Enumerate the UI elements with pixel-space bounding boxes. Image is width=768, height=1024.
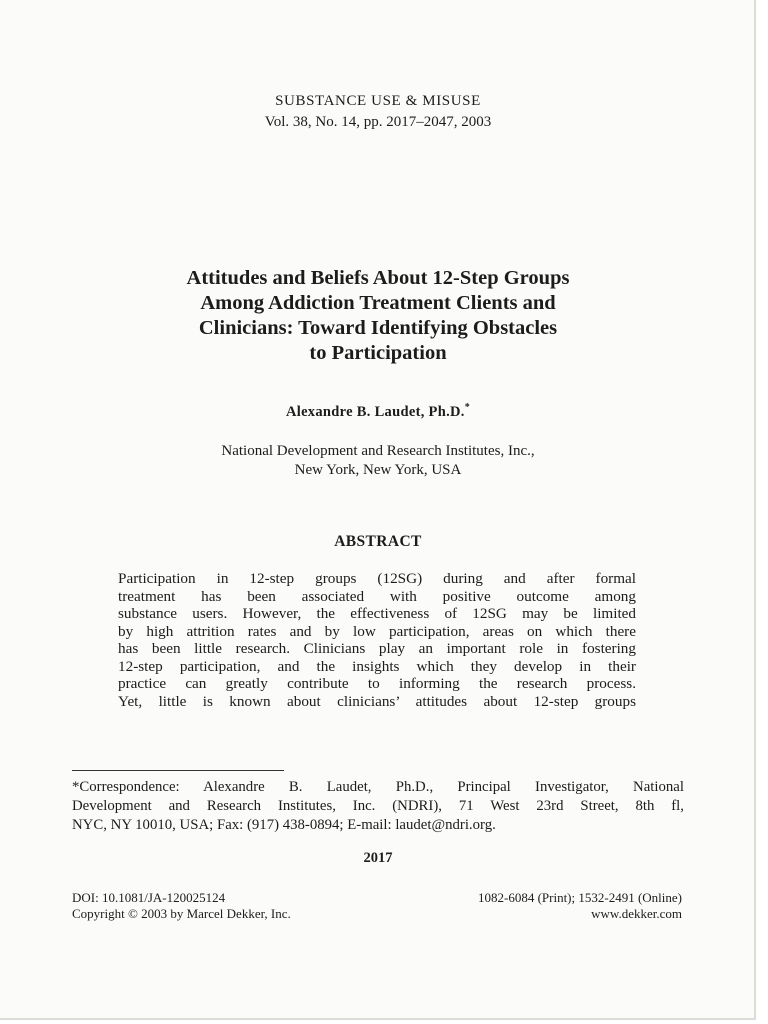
article-title	[88, 266, 668, 366]
footnote-divider	[72, 770, 284, 771]
doi: DOI: 10.1081/JA-120025124	[72, 890, 226, 905]
abstract-line: by high attrition rates and by low participation, areas on which there	[118, 622, 636, 640]
title-line: to Participation	[309, 342, 447, 364]
publisher-website: www.dekker.com	[591, 906, 682, 921]
issn: 1082-6084 (Print); 1532-2491 (Online)	[477, 890, 682, 905]
author-line	[0, 402, 756, 421]
abstract-line: has been little research. Clinicians play an important role in fostering	[118, 640, 636, 657]
title-line: Attitudes and Beliefs About 12-Step Groups	[186, 267, 570, 289]
abstract-body	[118, 570, 636, 710]
author-name: Alexandre B. Laudet, Ph.D.	[285, 403, 465, 420]
issn-block	[478, 890, 682, 922]
affiliation	[0, 442, 756, 480]
footnote-line: Development and Research Institutes, Inc. (NDRI), 71 West 23rd Street, 8th fl,	[72, 798, 684, 814]
journal-name: SUBSTANCE USE & MISUSE	[275, 93, 481, 109]
author-footnote-mark: *	[464, 402, 471, 413]
journal-volume-line: Vol. 38, No. 14, pp. 2017–2047, 2003	[264, 114, 492, 130]
copyright: Copyright © 2003 by Marcel Dekker, Inc.	[72, 906, 291, 921]
abstract-line: practice can greatly contribute to informing the research process.	[118, 675, 636, 692]
abstract-heading: ABSTRACT	[334, 533, 422, 550]
correspondence-footnote	[72, 778, 684, 835]
affiliation-line: National Development and Research Institutes, Inc.,	[221, 443, 535, 459]
abstract-line: Yet, little is known about clinicians’ attitudes about 12-step groups	[118, 692, 636, 710]
affiliation-line: New York, New York, USA	[294, 462, 462, 478]
page-number: 2017	[363, 850, 393, 866]
footnote-line: NYC, NY 10010, USA; Fax: (917) 438-0894; E-mail: laudet@ndri.org.	[72, 817, 496, 833]
footnote-line: *Correspondence: Alexandre B. Laudet, Ph.D., Principal Investigator, National	[72, 779, 684, 795]
abstract-line: 12-step participation, and the insights which they develop in their	[118, 657, 636, 675]
abstract-line: substance users. However, the effectiveness of 12SG may be limited	[118, 605, 636, 622]
abstract-line: treatment has been associated with positive outcome among	[118, 587, 636, 605]
title-line: Among Addiction Treatment Clients and	[200, 292, 556, 314]
doi-block	[72, 890, 291, 922]
abstract-line: Participation in 12-step groups (12SG) during and after formal	[118, 570, 636, 587]
title-line: Clinicians: Toward Identifying Obstacles	[198, 317, 558, 339]
